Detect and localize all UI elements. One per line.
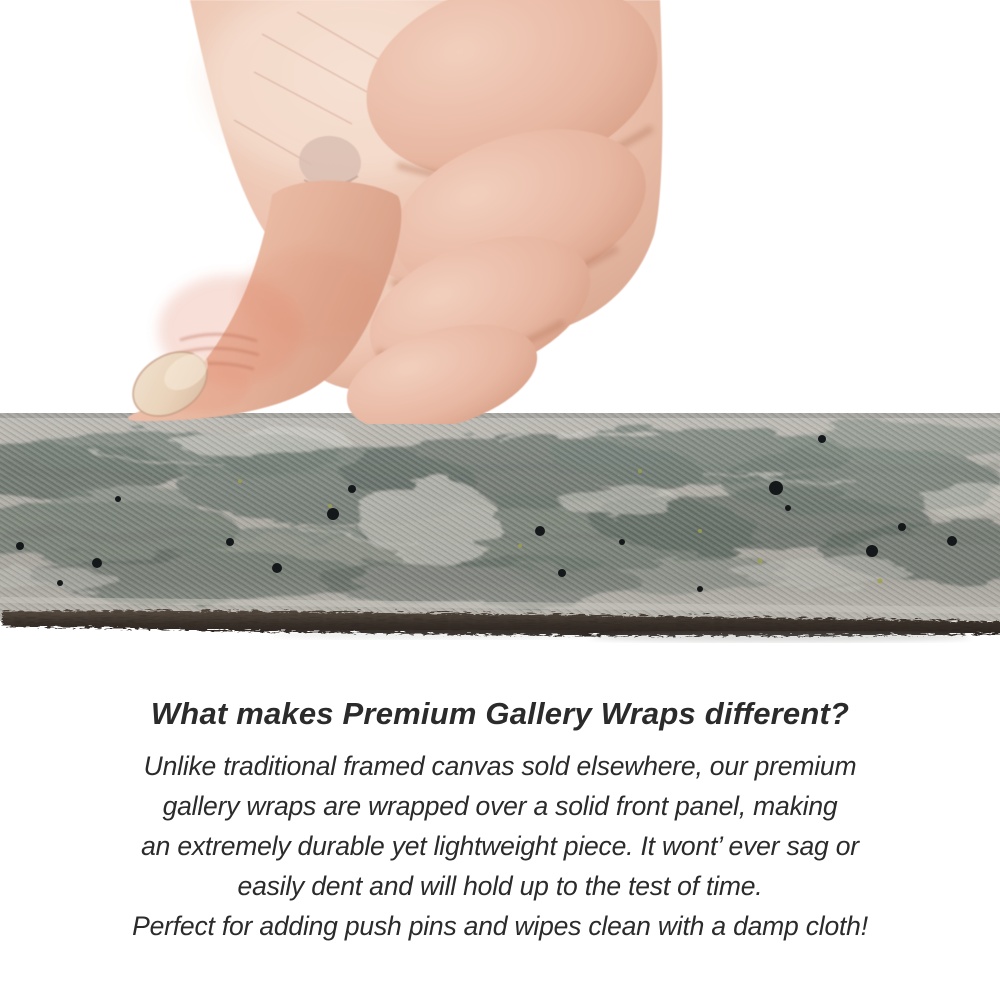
body-line: easily dent and will hold up to the test of time. xyxy=(237,871,763,901)
headline: What makes Premium Gallery Wraps different? xyxy=(150,696,850,731)
hand-photo xyxy=(112,0,672,424)
canvas-edge-photo xyxy=(0,411,1000,651)
description-text xyxy=(0,694,1000,946)
body-line: an extremely durable yet lightweight piece. It wont’ ever sag or xyxy=(141,831,859,861)
body-line: Unlike traditional framed canvas sold elsewhere, our premium xyxy=(143,751,857,781)
body-line: gallery wraps are wrapped over a solid front panel, making xyxy=(162,791,838,821)
body-line: Perfect for adding push pins and wipes clean with a damp cloth! xyxy=(132,911,868,941)
canvas-fabric xyxy=(0,413,1000,642)
